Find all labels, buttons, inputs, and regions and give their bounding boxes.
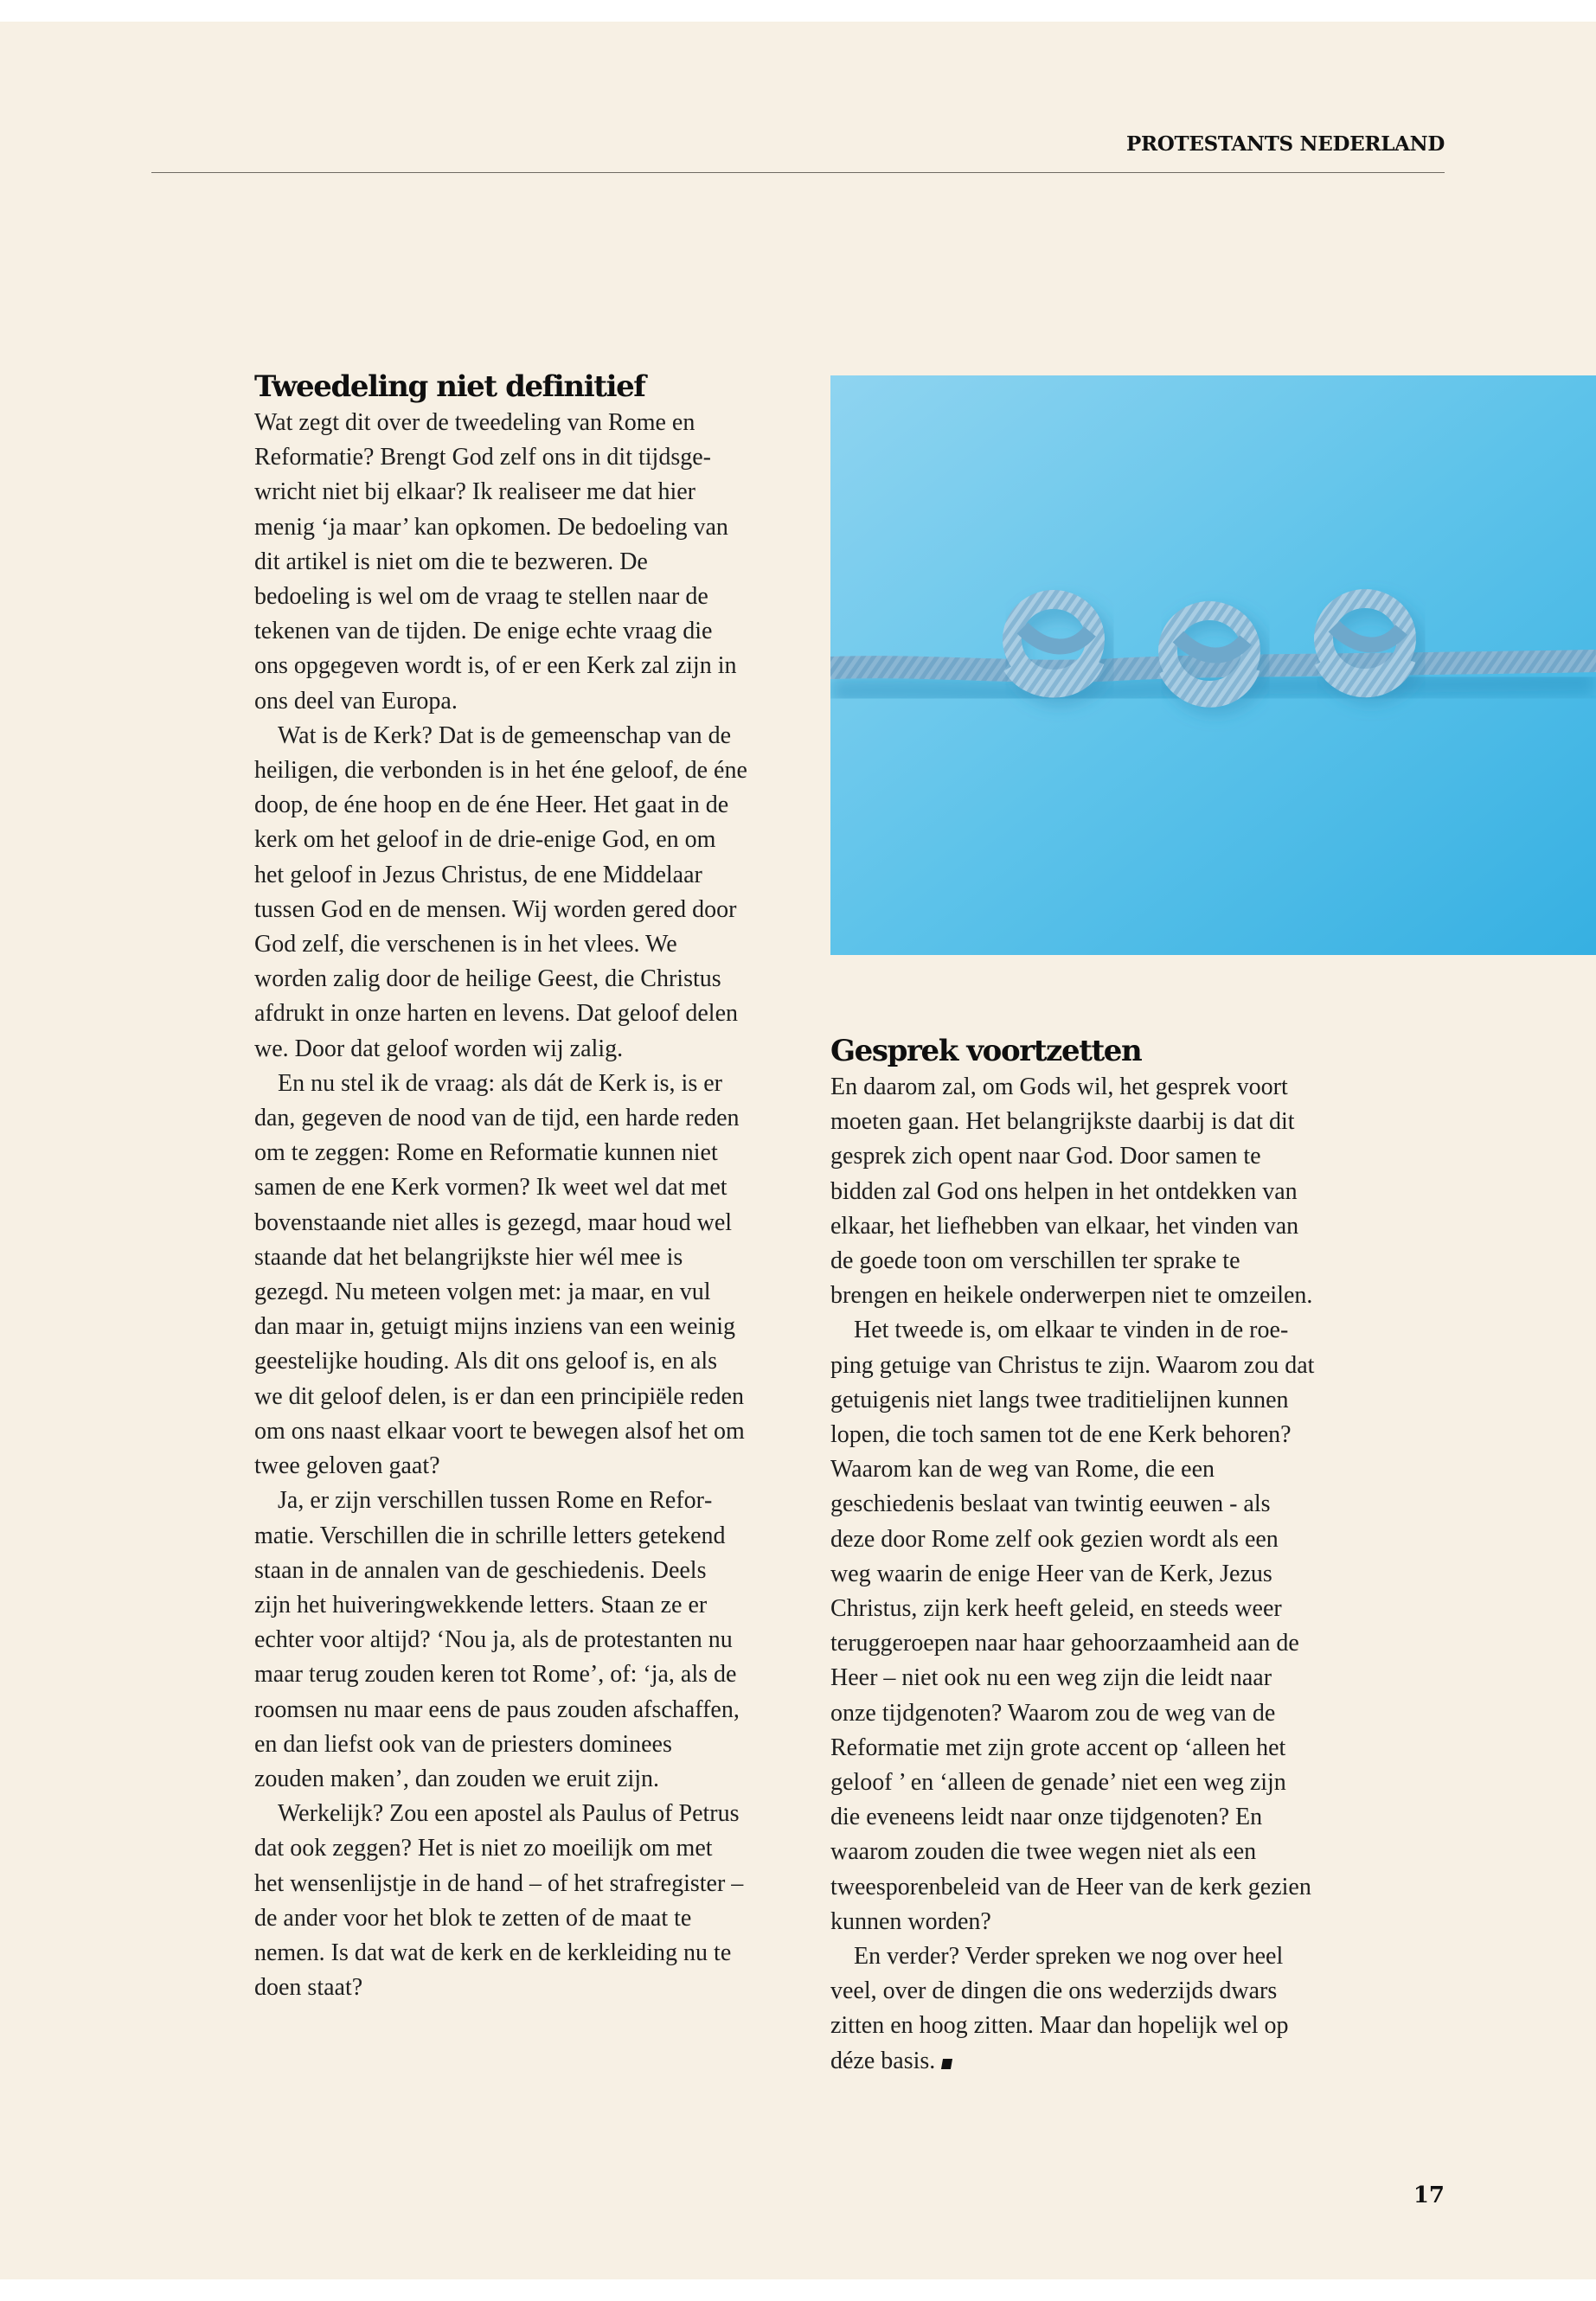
paragraph: Wat zegt dit over de tweedeling van Rome en Reformatie? Brengt God zelf ons in dit tijdsgewricht niet bij elkaar? Ik realiseer me dat hier menig ‘ja maar’ kan opkomen. De bedoeling van dit artikel is niet om die te bezweren. De bedoeling is wel om de vraag te stellen naar de tekenen van de tijden. De enige echte vraag die ons opgegeven wordt is, of er een Kerk zal zijn in ons deel van Europa. bbox=[254, 409, 737, 715]
paragraph: Ja, er zijn verschillen tussen Rome en Reformatie. Verschillen die in schrille letters getekend staan in de annalen van de geschiedenis. Deels zijn het huiveringwekkende letters. Staan ze er echter voor altijd? ‘Nou ja, als de protestanten nu maar terug zouden keren tot Rome’, of: ‘ja, als de roomsen nu maar eens de paus zouden afschaffen, en dan liefst ook van de priesters dominees zouden maken’, dan zouden we eruit zijn. bbox=[254, 1487, 740, 1792]
right-column bbox=[830, 1032, 1315, 2079]
section-heading-tweedeling: Tweedeling niet definitief bbox=[254, 369, 645, 404]
paragraph-text: En verder? Verder spreken we nog over heel veel, over de dingen die ons wederzijds dwars zitten en hoog zitten. Maar dan hopelijk wel op déze basis. bbox=[830, 1943, 1289, 2074]
page bbox=[0, 22, 1596, 2279]
left-column bbox=[254, 368, 747, 2005]
paragraph-final bbox=[830, 1939, 1315, 2079]
end-of-article-mark bbox=[941, 2059, 952, 2069]
rope-knots-illustration bbox=[830, 375, 1596, 955]
page-number: 17 bbox=[1413, 2182, 1445, 2208]
paragraph: Werkelijk? Zou een apostel als Paulus of Petrus dat ook zeggen? Het is niet zo moeilijk om met het wensenlijstje in de hand – of het strafregister – de ander voor het blok te zetten of de maat te nemen. Is dat wat de kerk en de kerkleiding nu te doen staat? bbox=[254, 1800, 744, 2002]
paragraph: En daarom zal, om Gods wil, het gesprek voort moeten gaan. Het belangrijkste daarbij is dat dit gesprek zich opent naar God. Door samen te bidden zal God ons helpen in het ontdekken van elkaar, het liefhebben van elkaar, het vinden van de goede toon om verschillen ter sprake te brengen en heikele onderwerpen niet te omzeilen. bbox=[830, 1074, 1313, 1310]
header-rule bbox=[151, 172, 1445, 173]
paragraph: Het tweede is, om elkaar te vinden in de roeping getuige van Christus te zijn. Waarom zou dat getuigenis niet langs twee traditielijnen kunnen lopen, die toch samen tot de ene Kerk behoren? Waarom kan de weg van Rome, die een geschiedenis beslaat van twintig eeuwen - als deze door Rome zelf ook gezien wordt als een weg waarin de enige Heer van de Kerk, Jezus Christus, zijn kerk heeft geleid, en steeds weer teruggeroepen naar haar gehoorzaamheid aan de Heer – niet ook nu een weg zijn die leidt naar onze tijdgenoten? Waarom zou de weg van de Reformatie met zijn grote accent op ‘alleen het geloof ’ en ‘alleen de genade’ niet een weg zijn die eveneens leidt naar onze tijdgenoten? En waarom zouden die twee wegen niet als een tweesporenbeleid van de Heer van de kerk gezien kunnen worden? bbox=[830, 1317, 1315, 1935]
running-head: PROTESTANTS NEDERLAND bbox=[1126, 132, 1445, 156]
paragraph: En nu stel ik de vraag: als dát de Kerk is, is er dan, gegeven de nood van de tijd, een harde reden om te zeggen: Rome en Reformatie kunnen niet samen de ene Kerk vormen? Ik weet wel dat met bovenstaande niet alles is gezegd, maar houd wel staande dat het belangrijkste hier wél mee is gezegd. Nu meteen volgen met: ja maar, en vul dan maar in, getuigt mijns inziens van een weinig geestelijke houding. Als dit ons geloof is, en als we dit geloof delen, is er dan een principiële reden om ons naast elkaar voort te bewegen alsof het om twee geloven gaat? bbox=[254, 1069, 745, 1480]
rope-knots-photo bbox=[830, 375, 1596, 955]
paragraph: Wat is de Kerk? Dat is de gemeenschap van de heiligen, die verbonden is in het éne geloof, de éne doop, de éne hoop en de éne Heer. Het gaat in de kerk om het geloof in de drie-enige God, en om het geloof in Jezus Christus, de ene Middelaar tussen God en de mensen. Wij worden gered door God zelf, die verschenen is in het vlees. We worden zalig door de heilige Geest, die Christus afdrukt in onze harten en levens. Dat geloof delen we. Door dat geloof worden wij zalig. bbox=[254, 721, 747, 1062]
section-heading-gesprek: Gesprek voortzetten bbox=[830, 1034, 1142, 1068]
